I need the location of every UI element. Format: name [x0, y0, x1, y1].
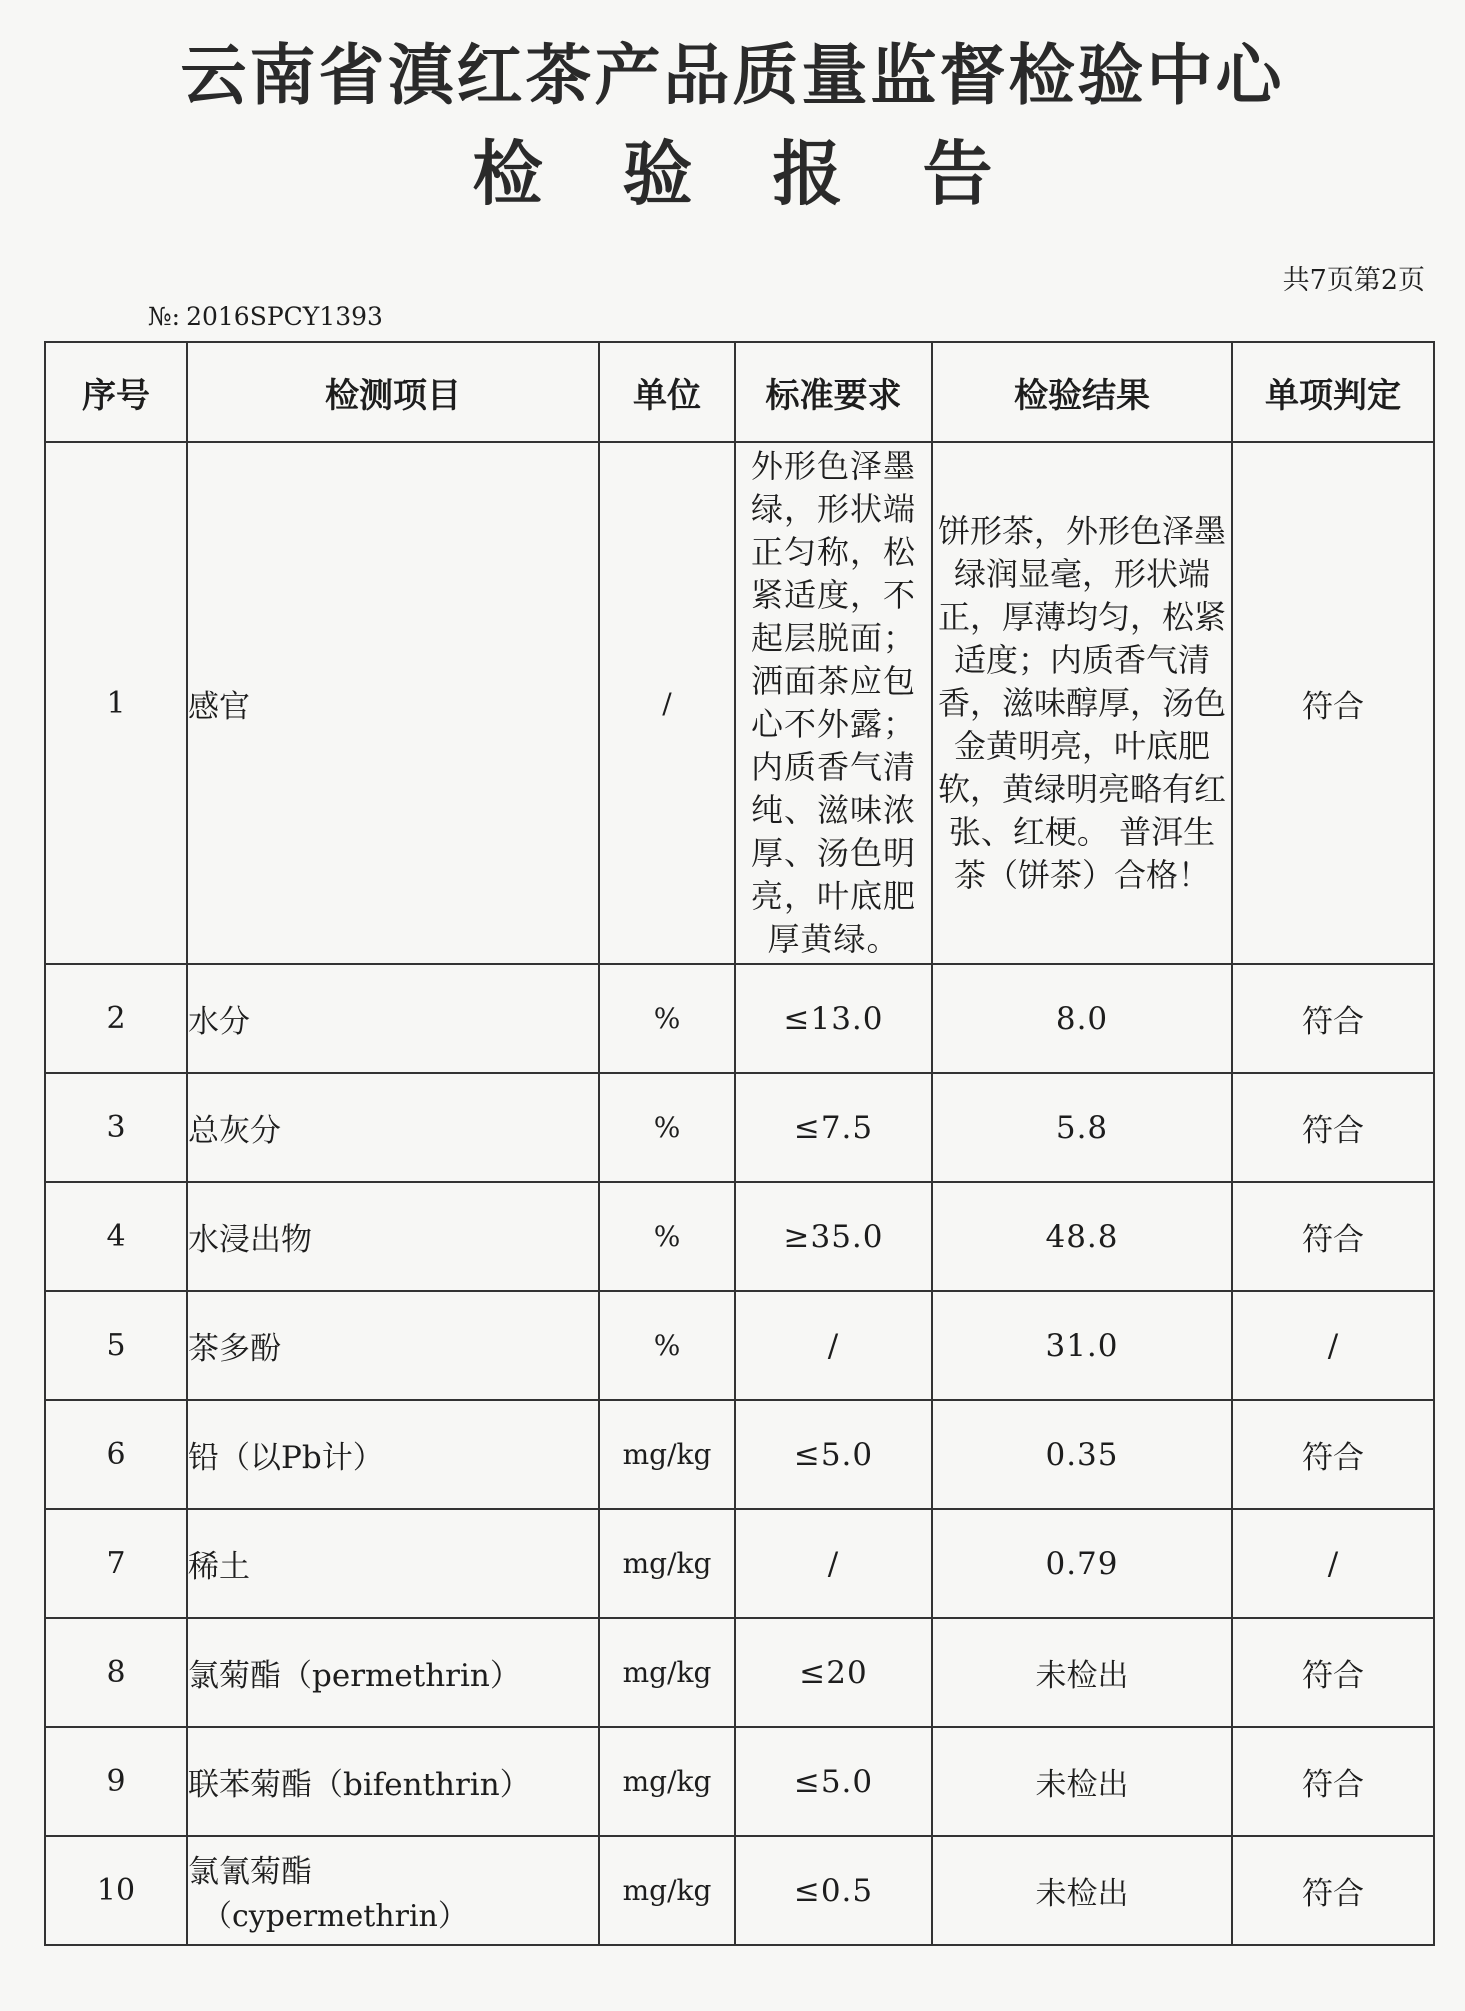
- table-row: [45, 1727, 1434, 1836]
- cell-no: 3: [45, 1073, 187, 1182]
- cell-unit: %: [599, 1182, 735, 1291]
- cell-no: 1: [45, 442, 187, 964]
- cell-judgement: 符合: [1232, 1073, 1434, 1182]
- table-row: [45, 1400, 1434, 1509]
- page-info: 共7页第2页: [1282, 265, 1425, 296]
- cell-unit: mg/kg: [599, 1400, 735, 1509]
- table-row: [45, 1509, 1434, 1618]
- table-row: [45, 1291, 1434, 1400]
- cell-result: 未检出: [932, 1836, 1232, 1945]
- cell-item: 联苯菊酯（bifenthrin）: [187, 1727, 599, 1836]
- table-row: [45, 442, 1434, 964]
- col-header-judgement: 单项判定: [1232, 342, 1434, 442]
- report-number: [148, 302, 389, 331]
- cell-item: 水浸出物: [187, 1182, 599, 1291]
- cell-result: 0.79: [932, 1509, 1232, 1618]
- cell-judgement: 符合: [1232, 964, 1434, 1073]
- cell-no: 10: [45, 1836, 187, 1945]
- cell-result: 31.0: [932, 1291, 1232, 1400]
- cell-no: 6: [45, 1400, 187, 1509]
- table-row: [45, 964, 1434, 1073]
- cell-standard: ≤5.0: [735, 1400, 932, 1509]
- cell-no: 9: [45, 1727, 187, 1836]
- cell-judgement: 符合: [1232, 1182, 1434, 1291]
- cell-standard: /: [735, 1509, 932, 1618]
- cell-result: 未检出: [932, 1618, 1232, 1727]
- cell-item: 铅（以Pb计）: [187, 1400, 599, 1509]
- table-row: [45, 1182, 1434, 1291]
- cell-result: 5.8: [932, 1073, 1232, 1182]
- table-row: [45, 1618, 1434, 1727]
- cell-judgement: 符合: [1232, 1836, 1434, 1945]
- org-title: 云南省滇红茶产品质量监督检验中心: [180, 37, 1285, 114]
- col-header-item: 检测项目: [187, 342, 599, 442]
- table-row: [45, 1073, 1434, 1182]
- cell-unit: mg/kg: [599, 1836, 735, 1945]
- cell-result: 8.0: [932, 964, 1232, 1073]
- col-header-unit: 单位: [599, 342, 735, 442]
- cell-item: 感官: [187, 442, 599, 964]
- table-header-row: [45, 342, 1434, 442]
- cell-judgement: 符合: [1232, 1400, 1434, 1509]
- cell-standard: 外形色泽墨绿，形状端正匀称，松紧适度，不起层脱面；洒面茶应包心不外露；内质香气清纯、滋味浓厚、汤色明亮，叶底肥厚黄绿。: [735, 442, 932, 964]
- report-number-value: 2016SPCY1393: [186, 302, 383, 331]
- cell-unit: mg/kg: [599, 1727, 735, 1836]
- cell-item-name: 氯氰菊酯: [188, 1854, 312, 1890]
- cell-standard: ≤0.5: [735, 1836, 932, 1945]
- cell-unit: /: [599, 442, 735, 964]
- cell-item: 稀土: [187, 1509, 599, 1618]
- cell-item: [187, 1836, 599, 1945]
- cell-item-english: （cypermethrin）: [202, 1899, 468, 1934]
- col-header-standard: 标准要求: [735, 342, 932, 442]
- col-header-result: 检验结果: [932, 342, 1232, 442]
- doc-title: 检验报告: [472, 133, 1073, 215]
- cell-standard: ≥35.0: [735, 1182, 932, 1291]
- cell-standard: ≤7.5: [735, 1073, 932, 1182]
- cell-result: 未检出: [932, 1727, 1232, 1836]
- col-header-no: 序号: [45, 342, 187, 442]
- cell-unit: mg/kg: [599, 1509, 735, 1618]
- cell-no: 5: [45, 1291, 187, 1400]
- cell-standard: ≤13.0: [735, 964, 932, 1073]
- cell-judgement: /: [1232, 1291, 1434, 1400]
- cell-no: 7: [45, 1509, 187, 1618]
- cell-standard: /: [735, 1291, 932, 1400]
- cell-no: 2: [45, 964, 187, 1073]
- cell-result: 0.35: [932, 1400, 1232, 1509]
- cell-unit: %: [599, 1073, 735, 1182]
- cell-judgement: 符合: [1232, 1618, 1434, 1727]
- cell-result: 48.8: [932, 1182, 1232, 1291]
- cell-unit: %: [599, 964, 735, 1073]
- cell-unit: %: [599, 1291, 735, 1400]
- cell-judgement: 符合: [1232, 1727, 1434, 1836]
- cell-judgement: /: [1232, 1509, 1434, 1618]
- cell-result: 饼形茶，外形色泽墨绿润显毫，形状端正，厚薄均匀，松紧适度；内质香气清香，滋味醇厚，汤色金黄明亮，叶底肥软，黄绿明亮略有红张、红梗。 普洱生茶（饼茶）合格！: [932, 442, 1232, 964]
- cell-item: 茶多酚: [187, 1291, 599, 1400]
- cell-item: 水分: [187, 964, 599, 1073]
- cell-item: 总灰分: [187, 1073, 599, 1182]
- report-number-label: №:: [148, 302, 181, 331]
- cell-no: 4: [45, 1182, 187, 1291]
- cell-standard: ≤5.0: [735, 1727, 932, 1836]
- inspection-table: [44, 341, 1435, 1946]
- cell-standard: ≤20: [735, 1618, 932, 1727]
- table-row: [45, 1836, 1434, 1945]
- cell-unit: mg/kg: [599, 1618, 735, 1727]
- cell-no: 8: [45, 1618, 187, 1727]
- cell-judgement: 符合: [1232, 442, 1434, 964]
- cell-item: 氯菊酯（permethrin）: [187, 1618, 599, 1727]
